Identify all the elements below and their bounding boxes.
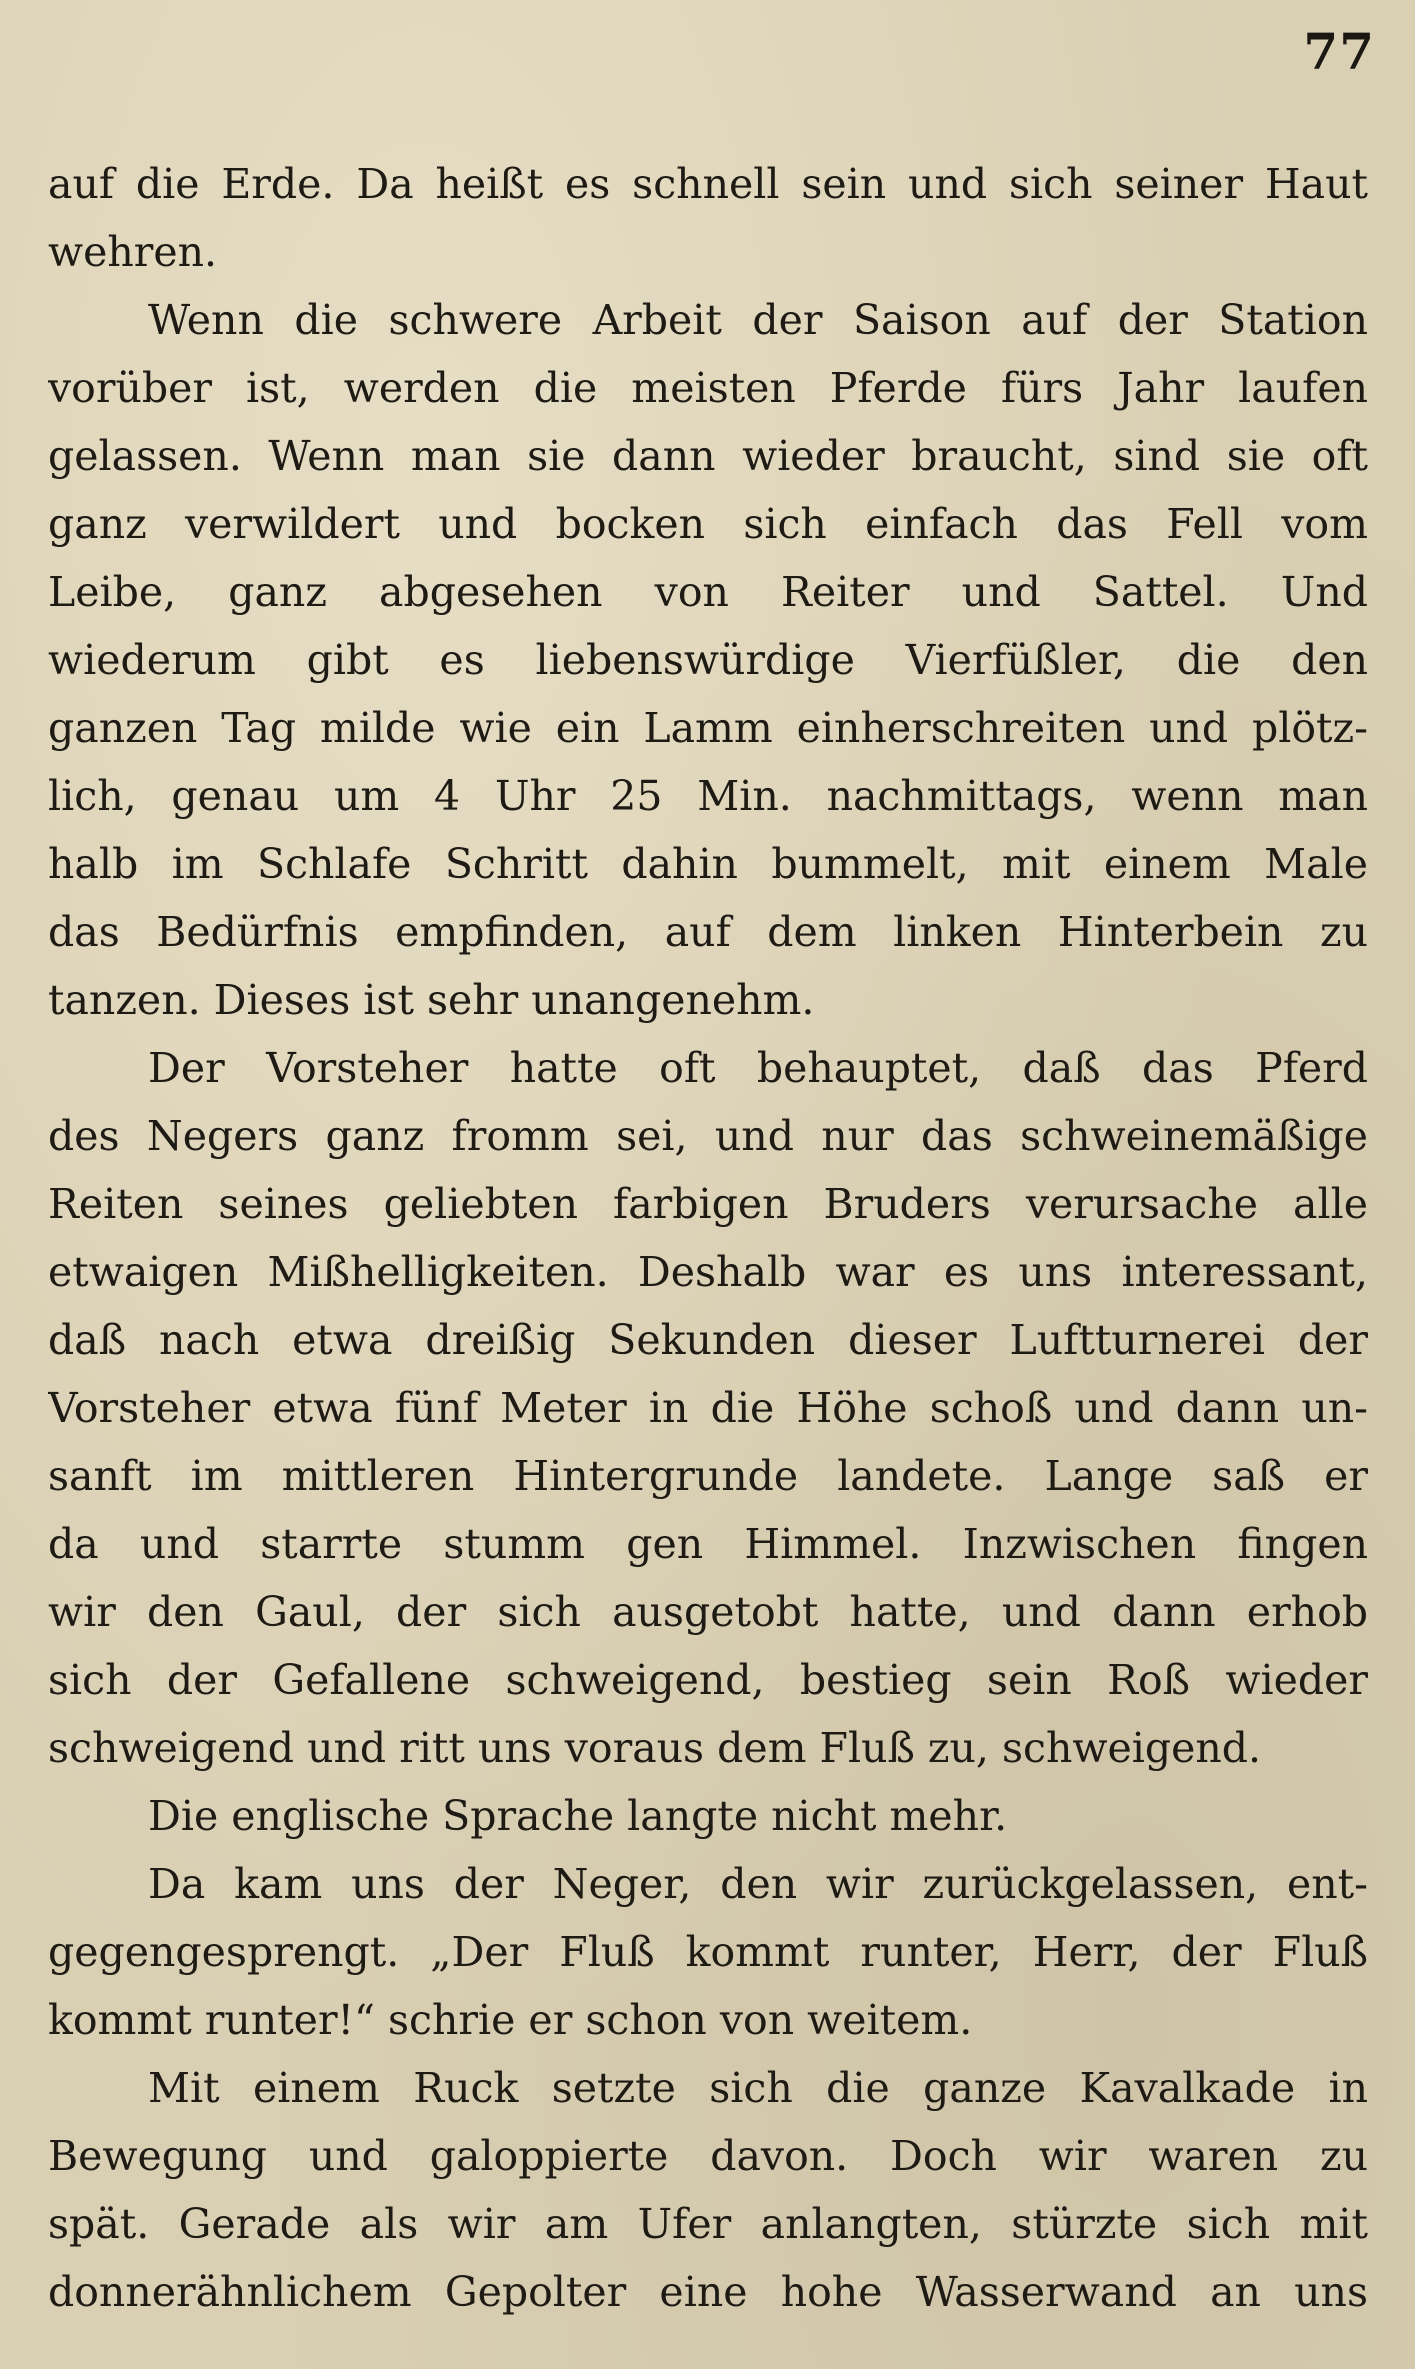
text-line: sich der Gefallene schweigend, bestieg sein Roß wieder [48, 1656, 1368, 1704]
text-line: Der Vorsteher hatte oft behauptet, daß das Pferd [148, 1044, 1368, 1092]
text-line: tanzen. Dieses ist sehr unangenehm. [48, 976, 815, 1024]
text-line: lich, genau um 4 Uhr 25 Min. nachmittags, wenn man [48, 772, 1368, 820]
text-line: gelassen. Wenn man sie dann wieder braucht, sind sie oft [48, 432, 1368, 480]
paragraph [48, 286, 1368, 1034]
text-line: vorüber ist, werden die meisten Pferde fürs Jahr laufen [48, 364, 1368, 412]
text-line: Bewegung und galoppierte davon. Doch wir waren zu [48, 2132, 1368, 2180]
paragraph [48, 1034, 1368, 1782]
text-line: Mit einem Ruck setzte sich die ganze Kavalkade in [148, 2064, 1368, 2112]
text-line: Leibe, ganz abgesehen von Reiter und Sattel. Und [48, 568, 1368, 616]
text-line: wiederum gibt es liebenswürdige Vierfüßler, die den [48, 636, 1368, 684]
paragraph [48, 1782, 1368, 1850]
text-line: halb im Schlafe Schritt dahin bummelt, mit einem Male [48, 840, 1368, 888]
text-line: ganzen Tag milde wie ein Lamm einherschreiten und plötz- [48, 704, 1368, 752]
text-line: das Bedürfnis empfinden, auf dem linken Hinterbein zu [48, 908, 1368, 956]
text-line: Da kam uns der Neger, den wir zurückgelassen, ent- [148, 1860, 1368, 1908]
text-line: des Negers ganz fromm sei, und nur das schweinemäßige [48, 1112, 1368, 1160]
text-line: Reiten seines geliebten farbigen Bruders verursache alle [48, 1180, 1368, 1228]
text-line: schweigend und ritt uns voraus dem Fluß zu, schweigend. [48, 1724, 1262, 1772]
text-line: kommt runter!“ schrie er schon von weitem. [48, 1996, 973, 2044]
text-line: donnerähnlichem Gepolter eine hohe Wasserwand an uns [48, 2268, 1368, 2316]
body-text [48, 150, 1368, 2326]
paragraph [48, 150, 1368, 286]
text-line: sanft im mittleren Hintergrunde landete. Lange saß er [48, 1452, 1368, 1500]
text-line: ganz verwildert und bocken sich einfach das Fell vom [48, 500, 1368, 548]
paragraph [48, 2054, 1368, 2326]
text-line: Wenn die schwere Arbeit der Saison auf der Station [148, 296, 1368, 344]
text-line: auf die Erde. Da heißt es schnell sein und sich seiner Haut [48, 160, 1368, 208]
text-line: etwaigen Mißhelligkeiten. Deshalb war es uns interessant, [48, 1248, 1368, 1296]
text-line: wehren. [48, 228, 218, 276]
text-line: daß nach etwa dreißig Sekunden dieser Luftturnerei der [48, 1316, 1368, 1364]
page-number: 77 [1303, 22, 1375, 81]
text-line: spät. Gerade als wir am Ufer anlangten, stürzte sich mit [48, 2200, 1368, 2248]
text-line: da und starrte stumm gen Himmel. Inzwischen fingen [48, 1520, 1368, 1568]
text-line: wir den Gaul, der sich ausgetobt hatte, und dann erhob [48, 1588, 1368, 1636]
paragraph [48, 1850, 1368, 2054]
text-line: Vorsteher etwa fünf Meter in die Höhe schoß und dann un- [48, 1384, 1368, 1432]
text-line: Die englische Sprache langte nicht mehr. [148, 1792, 1008, 1840]
text-line: gegengesprengt. „Der Fluß kommt runter, Herr, der Fluß [48, 1928, 1368, 1976]
